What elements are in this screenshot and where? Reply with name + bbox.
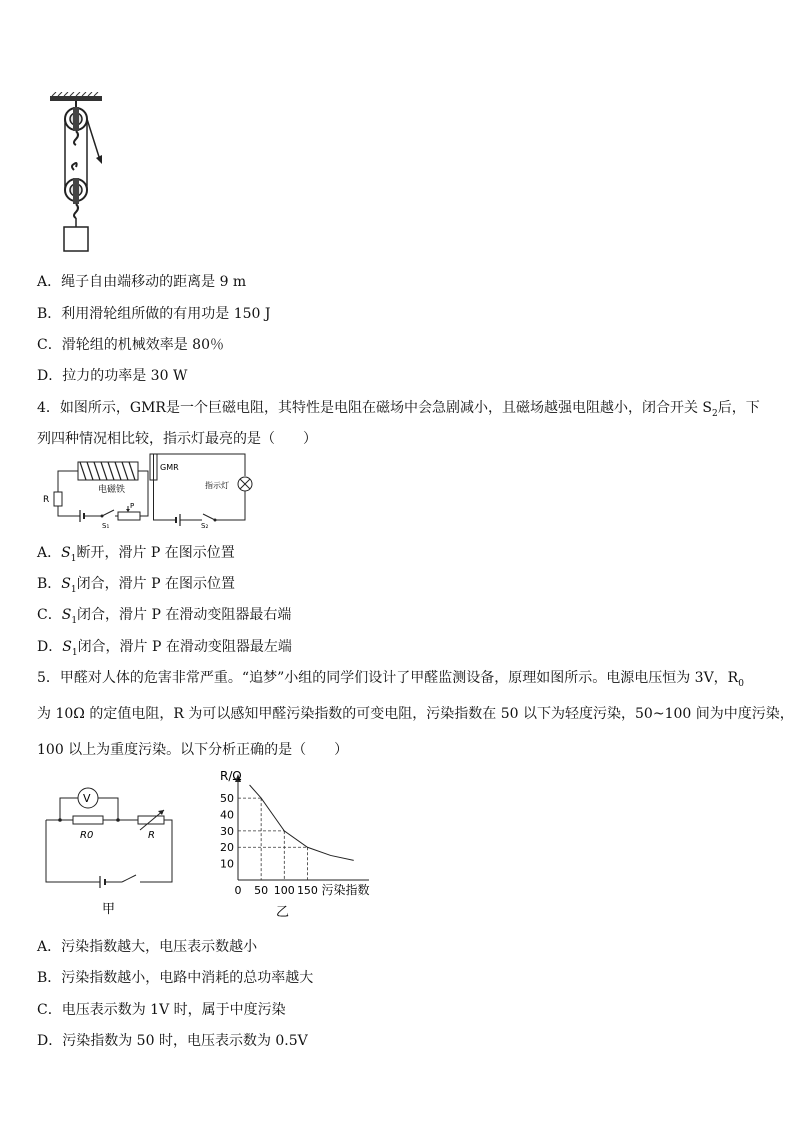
x-axis-label: 污染指数 bbox=[321, 883, 370, 897]
option-label: A． bbox=[37, 545, 62, 561]
gmr-label: GMR bbox=[160, 463, 179, 472]
r-variable-label: R bbox=[148, 830, 155, 841]
y-tick-label: 40 bbox=[220, 808, 234, 822]
option-switch: S bbox=[61, 576, 71, 592]
r0-label: R0 bbox=[80, 830, 94, 841]
option-label: D． bbox=[37, 639, 63, 655]
q4-stem-end: 后，下 bbox=[717, 400, 760, 416]
q4-option-c[interactable] bbox=[37, 604, 291, 626]
caption-jia: 甲 bbox=[102, 902, 116, 917]
option-text: 闭合，滑片 P 在滑动变阻器最左端 bbox=[77, 639, 292, 655]
x-tick-label: 100 bbox=[273, 884, 295, 897]
q5-circuit-figure bbox=[40, 782, 180, 920]
option-label: B． bbox=[37, 970, 62, 986]
option-text: 污染指数越小，电路中消耗的总功率越大 bbox=[61, 970, 314, 986]
q5-stem-text: 5．甲醛对人体的危害非常严重。“追梦”小组的同学们设计了甲醛监测设备，原理如图所示。电源电压恒为 3V，R bbox=[37, 670, 739, 686]
lamp-label: 指示灯 bbox=[205, 481, 229, 490]
option-label: A． bbox=[37, 939, 62, 955]
r-label: R bbox=[43, 495, 50, 505]
y-tick-label: 10 bbox=[220, 857, 234, 871]
q5-stem-line1 bbox=[37, 667, 744, 689]
option-text: 绳子自由端移动的距离是 9 m bbox=[61, 274, 247, 290]
q3-option-d[interactable] bbox=[37, 365, 187, 385]
pulley-figure bbox=[40, 92, 120, 257]
y-axis-label: R/Ω bbox=[220, 769, 242, 783]
q4-circuit-figure bbox=[40, 452, 270, 530]
option-label: A． bbox=[37, 274, 62, 290]
option-text: 断开，滑片 P 在图示位置 bbox=[76, 545, 235, 561]
q5-stem-subscript: 0 bbox=[738, 678, 744, 689]
y-tick-label: 50 bbox=[220, 792, 234, 806]
electromagnet-label: 电磁铁 bbox=[98, 485, 126, 495]
option-switch-sub: 1 bbox=[70, 553, 77, 564]
option-label: D． bbox=[37, 368, 63, 384]
q4-stem-subscript: 2 bbox=[712, 408, 718, 419]
q5-stem-line3: 100 以上为重度污染。以下分析正确的是（ ） bbox=[37, 742, 349, 758]
q5-option-c[interactable] bbox=[37, 999, 286, 1019]
option-text: 污染指数为 50 时，电压表示数为 0.5V bbox=[62, 1033, 308, 1049]
caption-yi: 乙 bbox=[276, 905, 290, 920]
x-tick-label: 0 bbox=[234, 884, 242, 897]
q4-option-d[interactable] bbox=[37, 636, 292, 658]
q4-option-b[interactable] bbox=[37, 573, 235, 595]
option-switch-sub: 1 bbox=[71, 615, 78, 626]
option-text: 拉力的功率是 30 W bbox=[62, 368, 188, 384]
s2-label: S₂ bbox=[201, 522, 209, 530]
series-curve bbox=[250, 785, 354, 860]
q3-option-c[interactable] bbox=[37, 334, 224, 354]
option-text: 滑轮组的机械效率是 80％ bbox=[61, 337, 224, 353]
option-label: C． bbox=[37, 337, 62, 353]
q4-stem-line2: 列四种情况相比较，指示灯最亮的是（ ） bbox=[37, 431, 317, 447]
option-label: C． bbox=[37, 607, 62, 623]
q4-option-a[interactable] bbox=[37, 542, 235, 564]
option-switch: S bbox=[62, 639, 72, 655]
q5-resistance-chart bbox=[198, 762, 388, 922]
q5-stem-line2: 为 10Ω 的定值电阻，R 为可以感知甲醛污染指数的可变电阻，污染指数在 50 以下为轻度污染，50~100 间为中度污染， bbox=[37, 706, 794, 722]
option-label: B． bbox=[37, 576, 62, 592]
option-label: C． bbox=[37, 1002, 62, 1018]
option-text: 电压表示数为 1V 时，属于中度污染 bbox=[61, 1002, 286, 1018]
q5-option-a[interactable] bbox=[37, 936, 257, 956]
option-text: 闭合，滑片 P 在滑动变阻器最右端 bbox=[77, 607, 292, 623]
q4-stem-line1 bbox=[37, 397, 760, 419]
q4-stem-text: 4．如图所示，GMR是一个巨磁电阻，其特性是电阻在磁场中会急剧减小，且磁场越强电阻越小，闭合开关 S bbox=[37, 400, 713, 416]
option-text: 污染指数越大，电压表示数越小 bbox=[61, 939, 258, 955]
option-switch: S bbox=[61, 607, 72, 623]
x-tick-label: 50 bbox=[254, 884, 269, 897]
q5-option-d[interactable] bbox=[37, 1030, 308, 1050]
option-text: 闭合，滑片 P 在图示位置 bbox=[76, 576, 235, 592]
option-switch-sub: 1 bbox=[71, 647, 78, 658]
q3-option-a[interactable] bbox=[37, 271, 246, 291]
option-switch-sub: 1 bbox=[70, 584, 77, 595]
voltmeter-label: V bbox=[83, 792, 91, 805]
option-text: 利用滑轮组所做的有用功是 150 J bbox=[61, 306, 271, 322]
option-label: B． bbox=[37, 306, 62, 322]
q5-option-b[interactable] bbox=[37, 967, 313, 987]
q3-option-b[interactable] bbox=[37, 303, 271, 323]
y-tick-label: 20 bbox=[220, 841, 234, 855]
x-tick-label: 150 bbox=[296, 884, 318, 897]
y-tick-label: 30 bbox=[220, 824, 234, 838]
p-label: P bbox=[130, 502, 135, 510]
s1-label: S₁ bbox=[102, 522, 110, 530]
option-label: D． bbox=[37, 1033, 63, 1049]
option-switch: S bbox=[61, 545, 71, 561]
